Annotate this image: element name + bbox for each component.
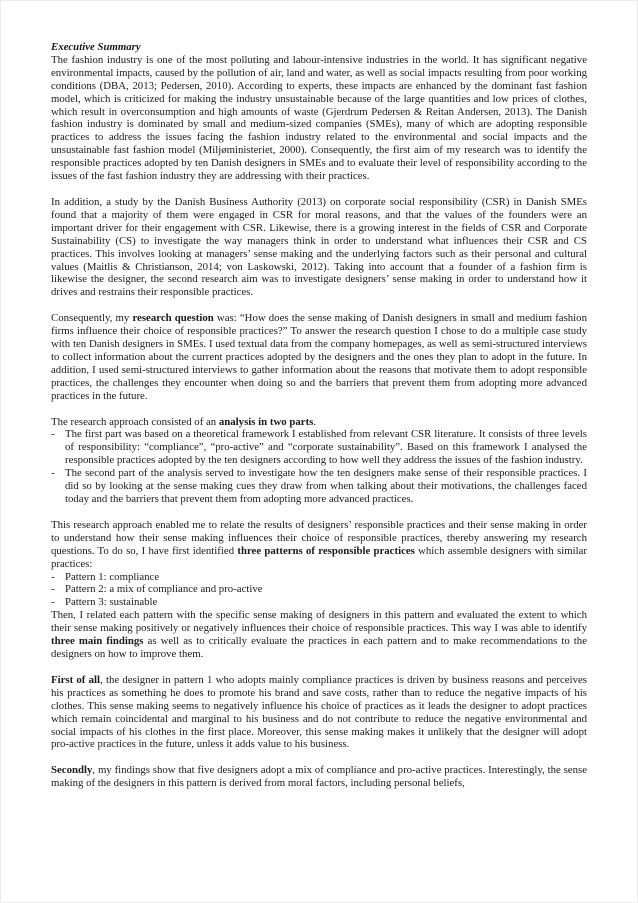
- list-item-text: The first part was based on a theoretical framework I established from relevant CSR literature. It consists of three levels of responsibility: “compliance”, “pro-active” and “corporate sustainability”. Based on this framework I analysed the responsible practices adopted by the ten designers according to how well they address the issues of the fashion industry.: [65, 428, 587, 467]
- list-dash: -: [51, 428, 55, 441]
- emphasized-text: three patterns of responsible practices: [237, 544, 415, 557]
- list-dash: -: [51, 583, 55, 596]
- list-item: [51, 428, 587, 467]
- document-title: Executive Summary: [51, 41, 141, 53]
- paragraph: Secondly, my findings show that five designers adopt a mix of compliance and pro-active practices. Interestingly, the sense making of the designers in this pattern is derived from moral factors, including personal beliefs,: [51, 764, 587, 790]
- paragraph: Then, I related each pattern with the specific sense making of designers in this pattern and evaluated the extent to which their sense making positively or negatively influences their choice of responsible practices. This way I was able to identify three main findings as well as to critically evaluate the practices in each pattern and to make recommendations to the designers on how to improve them.: [51, 609, 587, 660]
- emphasized-text: analysis in two parts: [218, 415, 314, 428]
- list-dash: -: [51, 467, 55, 480]
- list-item: [51, 596, 587, 609]
- list-item-text: Pattern 1: compliance: [65, 570, 160, 583]
- emphasized-text: research question: [132, 312, 214, 325]
- list-item: [51, 467, 587, 506]
- emphasized-text: Secondly: [51, 764, 93, 777]
- paragraph: The research approach consisted of an analysis in two parts.: [51, 415, 317, 428]
- paragraph: The fashion industry is one of the most polluting and labour-intensive industries in the world. It has significant negative environmental impacts, caused by the pollution of air, land and water, as well as social impacts resulting from poor working conditions (DBA, 2013; Pedersen, 2010). According to experts, these impacts are enhanced by the dominant fast fashion model, which is criticized for making the industry unsustainable because of the large quantities and low prices of clothes, which result in overconsumption and high amounts of waste (Gjerdrum Pedersen & Reitan Andersen, 2013). The Danish fashion industry is dominated by small and medium-sized companies (SMEs), many of which are adopting responsible practices to address the issues facing the fashion industry related to the environmental and social impacts and the unsustainable fast fashion model (Miljøministeriet, 2000). Consequently, the first aim of my research was to identify the responsible practices adopted by ten Danish designers in SMEs and to evaluate their level of responsibility according to the issues of the fast fashion industry they are addressing with their practices.: [51, 53, 587, 183]
- list-item: [51, 583, 587, 596]
- document-body: [51, 54, 587, 790]
- paragraph: In addition, a study by the Danish Business Authority (2013) on corporate social responsibility (CSR) in Danish SMEs found that a majority of them were engaged in CSR for moral reasons, and that the values of the founders were an important driver for their engagement with CSR. Likewise, there is a growing interest in the fields of CSR and Corporate Sustainability (CS) to investigate the way managers think in order to understand what influences their CSR and CS practices. This involves looking at managers’ sense making and the underlying factors such as their personal and cultural values (Maitlis & Christianson, 2014; von Laskowski, 2012). Taking into account that a founder of a fashion firm is likewise the designer, the second research aim was to investigate designers’ sense making in order to understand how it drives and restrains their responsible practices.: [51, 195, 587, 299]
- paragraph: This research approach enabled me to relate the results of designers’ responsible practices and their sense making in order to understand how their sense making influences their choice of responsible practices, thereby answering my research questions. To do so, I have first identified three patterns of responsible practices which assemble designers with similar practices:: [51, 518, 588, 570]
- emphasized-text: First of all: [51, 673, 101, 686]
- list-item: [51, 571, 587, 584]
- paragraph: Consequently, my research question was: “How does the sense making of Danish designers in small and medium fashion firms influence their choice of responsible practices?” To answer the research question I chose to do a multiple case study with ten Danish designers in SMEs. I used textual data from the company homepages, as well as semi-structured interviews to collect information about the current practices adopted by the designers and the ones they plan to adopt in the future. In addition, I used semi-structured interviews to gather information about the reasons that motivate them to adopt responsible practices, the challenges they encounter when doing so and the barriers that prevent them from adopting more advanced practices in the future.: [51, 312, 587, 402]
- paragraph: First of all, the designer in pattern 1 who adopts mainly compliance practices is driven by business reasons and perceives his practices as something he does to promote his brand and save costs, rather than to reduce the negative impacts of his clothes. This sense making seems to negatively influence his choice of practices as it leads the designer to adopt practices which remain coincidental and marginal to his business and do not contribute to reduce the negative environmental and social impacts of his clothes in the first place. Moreover, this sense making makes it unlikely that the designer will adopt pro-active practices in the future, unless it adds value to his business.: [51, 673, 587, 751]
- emphasized-text: three main findings: [51, 635, 144, 648]
- list-item-text: Pattern 3: sustainable: [65, 596, 158, 609]
- list-dash: -: [51, 596, 55, 609]
- list-item-text: The second part of the analysis served to investigate how the ten designers make sense of their responsible practices. I did so by looking at the sense making cues they draw from when talking about their motivations, the challenges faced today and the barriers that prevent them from adopting more advanced practices.: [65, 467, 587, 505]
- list-dash: -: [51, 570, 55, 583]
- list-item-text: Pattern 2: a mix of compliance and pro-active: [65, 583, 263, 596]
